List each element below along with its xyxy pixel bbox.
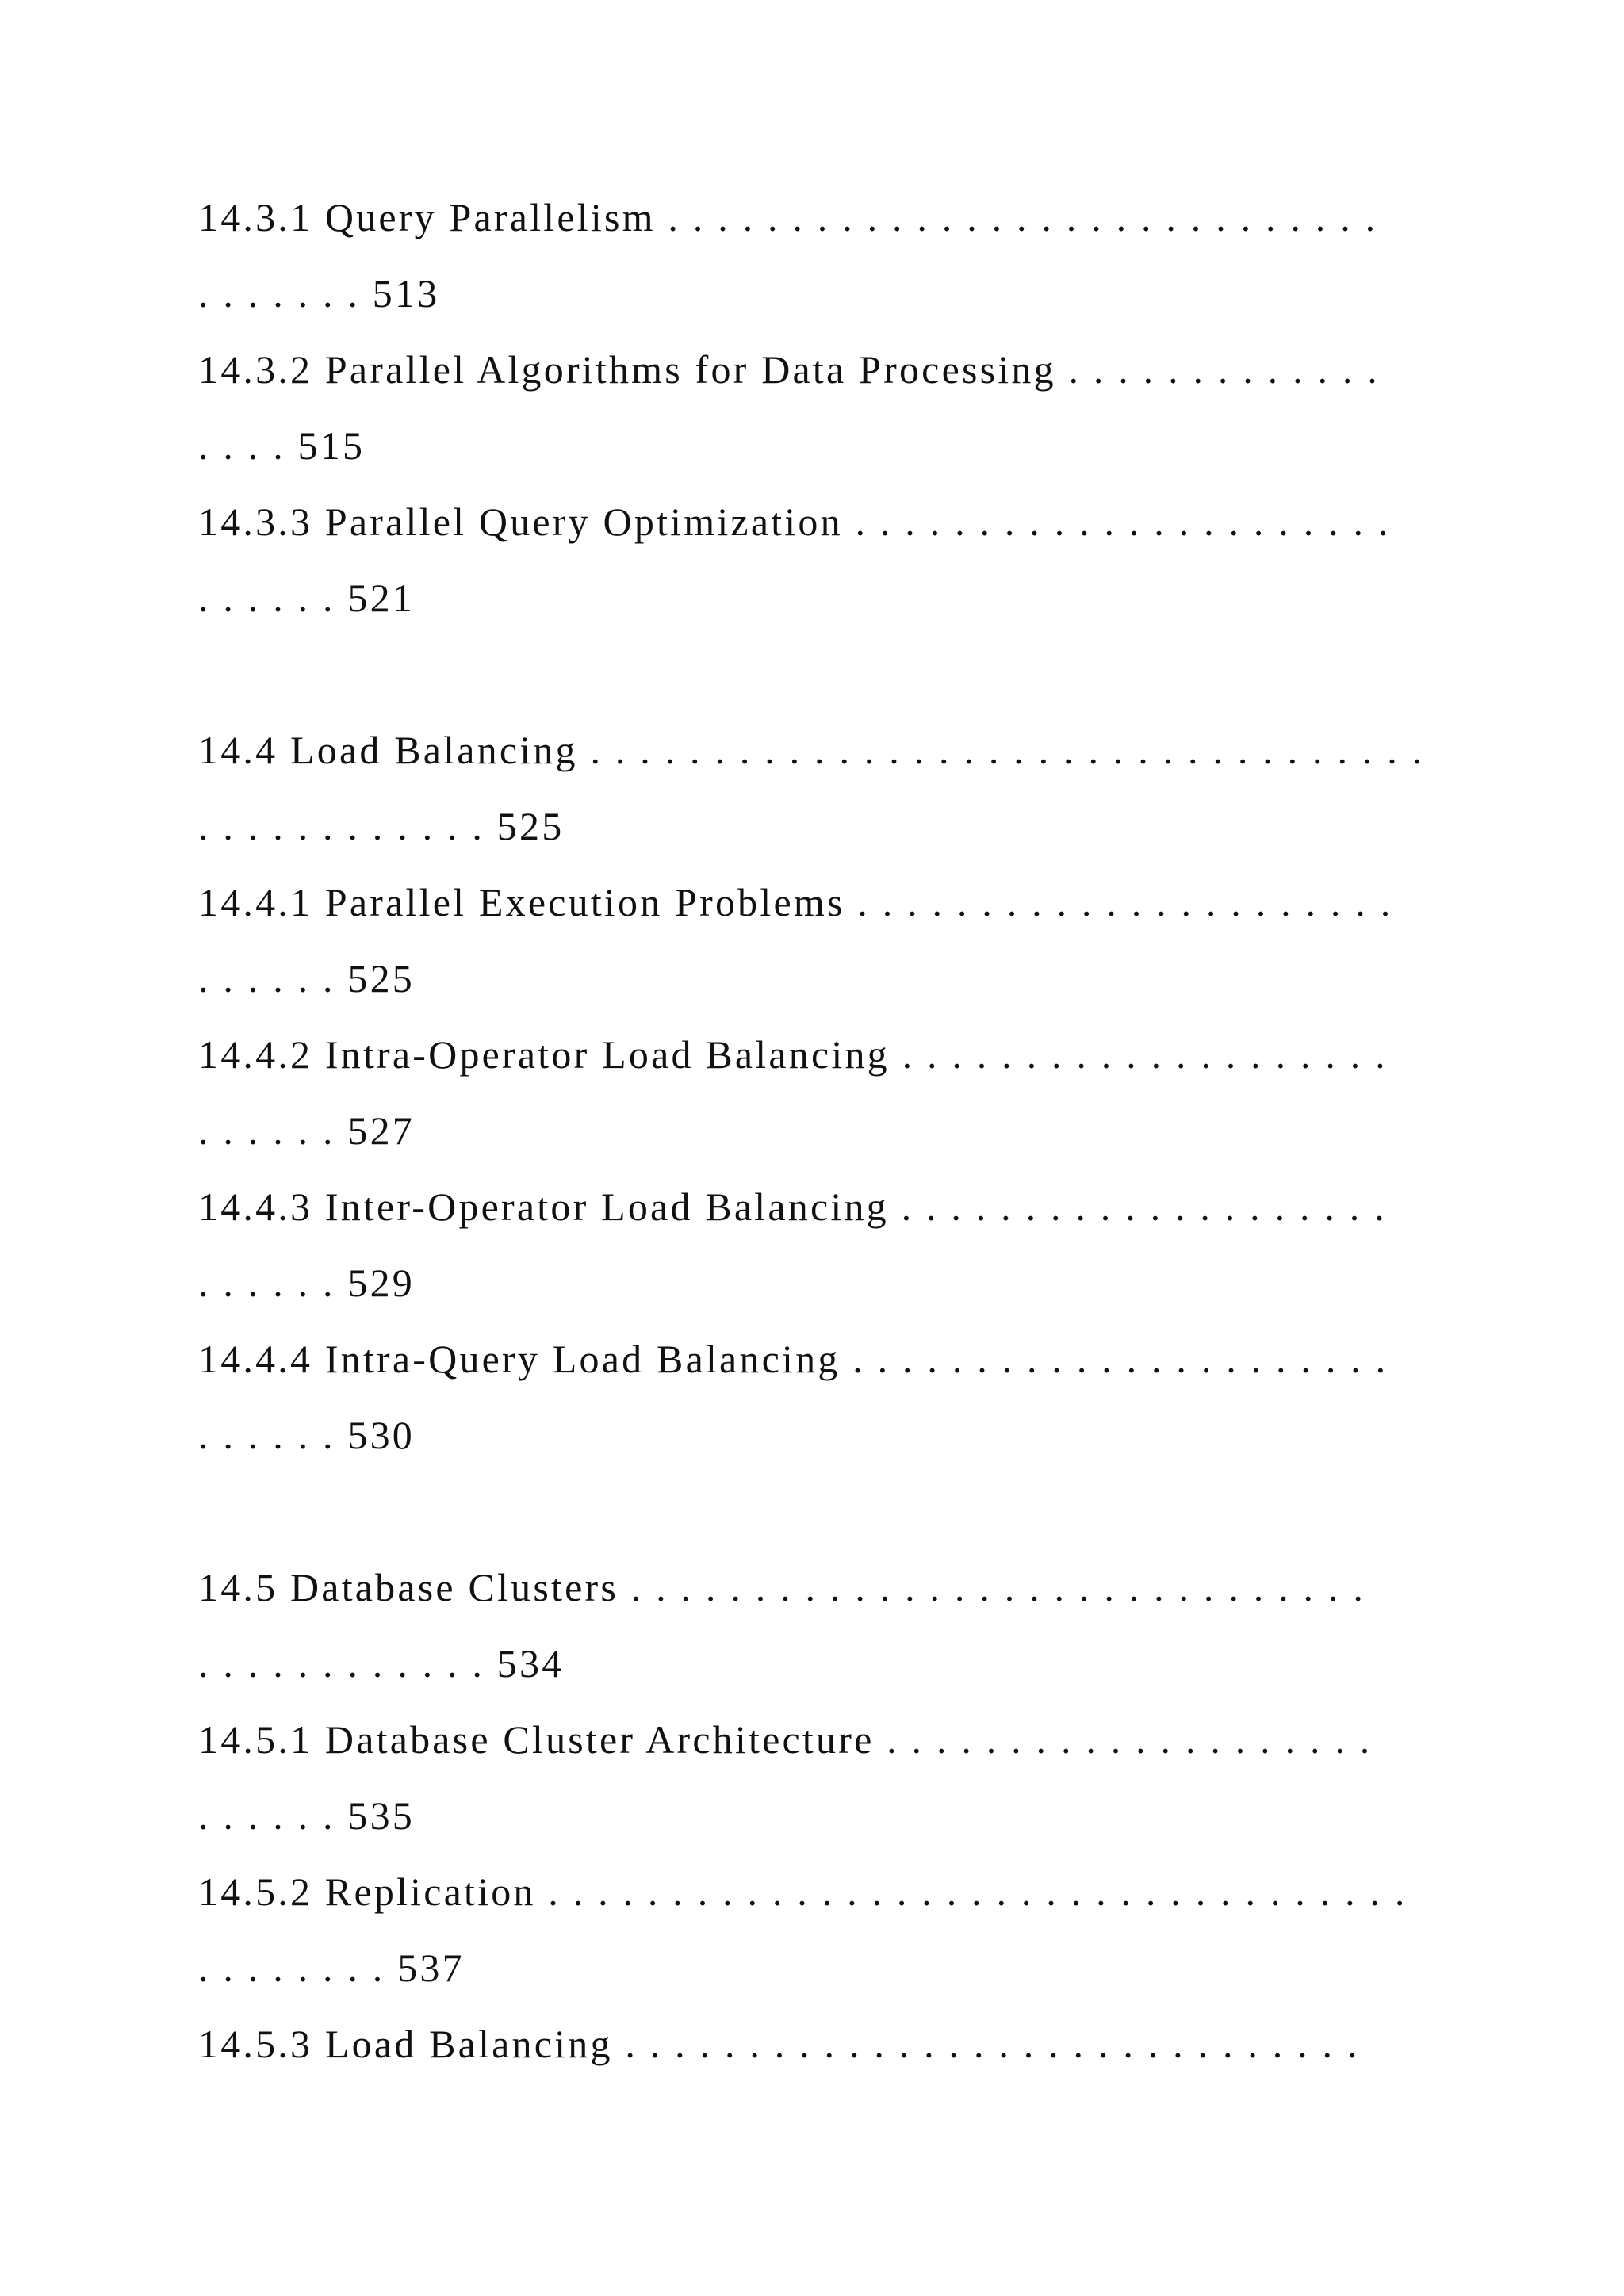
toc-entry-14-3-1-page: . . . . . . . 513	[198, 271, 440, 316]
toc-entry-14-3-3: 14.3.3 Parallel Query Optimization . . . . . . . . . . . . . . . . . . . . . .	[198, 499, 1391, 544]
table-of-contents	[198, 179, 1467, 2082]
toc-entry-14-3-2-page: . . . . 515	[198, 423, 366, 468]
toc-entry-14-5-1-page: . . . . . . 535	[198, 1793, 415, 1838]
toc-entry-14-5-1: 14.5.1 Database Cluster Architecture . . . . . . . . . . . . . . . . . . . .	[198, 1717, 1373, 1762]
toc-entry-14-4-3-page: . . . . . . 529	[198, 1261, 415, 1305]
toc-entry-14-5: 14.5 Database Clusters . . . . . . . . . . . . . . . . . . . . . . . . . . . . . .	[198, 1565, 1366, 1609]
toc-entry-14-5-2: 14.5.2 Replication . . . . . . . . . . . . . . . . . . . . . . . . . . . . . . . . . . .	[198, 1869, 1408, 1914]
section-spacer	[198, 1473, 1467, 1549]
toc-entry-14-3-3-page: . . . . . . 521	[198, 576, 415, 620]
toc-entry-14-4-2-page: . . . . . . 527	[198, 1108, 415, 1153]
toc-entry-14-4-1: 14.4.1 Parallel Execution Problems . . . . . . . . . . . . . . . . . . . . . .	[198, 880, 1393, 924]
toc-entry-14-4-3: 14.4.3 Inter-Operator Load Balancing . . . . . . . . . . . . . . . . . . . .	[198, 1184, 1387, 1229]
toc-entry-14-5-3: 14.5.3 Load Balancing . . . . . . . . . . . . . . . . . . . . . . . . . . . . . .	[198, 2022, 1360, 2066]
toc-entry-14-3-1: 14.3.1 Query Parallelism . . . . . . . . . . . . . . . . . . . . . . . . . . . . .	[198, 195, 1378, 239]
toc-entry-14-5-page: . . . . . . . . . . . . 534	[198, 1641, 565, 1686]
toc-entry-14-4-4-page: . . . . . . 530	[198, 1413, 415, 1457]
toc-entry-14-4-page: . . . . . . . . . . . . 525	[198, 804, 565, 848]
toc-entry-14-4-4: 14.4.4 Intra-Query Load Balancing . . . . . . . . . . . . . . . . . . . . . .	[198, 1337, 1388, 1381]
toc-entry-14-5-2-page: . . . . . . . . 537	[198, 1946, 465, 1990]
toc-entry-14-4: 14.4 Load Balancing . . . . . . . . . . . . . . . . . . . . . . . . . . . . . . . . . .	[198, 728, 1425, 772]
toc-entry-14-4-1-page: . . . . . . 525	[198, 956, 415, 1001]
section-spacer	[198, 636, 1467, 712]
toc-entry-14-4-2: 14.4.2 Intra-Operator Load Balancing . . . . . . . . . . . . . . . . . . . .	[198, 1032, 1388, 1077]
toc-entry-14-3-2: 14.3.2 Parallel Algorithms for Data Processing . . . . . . . . . . . . .	[198, 347, 1380, 392]
